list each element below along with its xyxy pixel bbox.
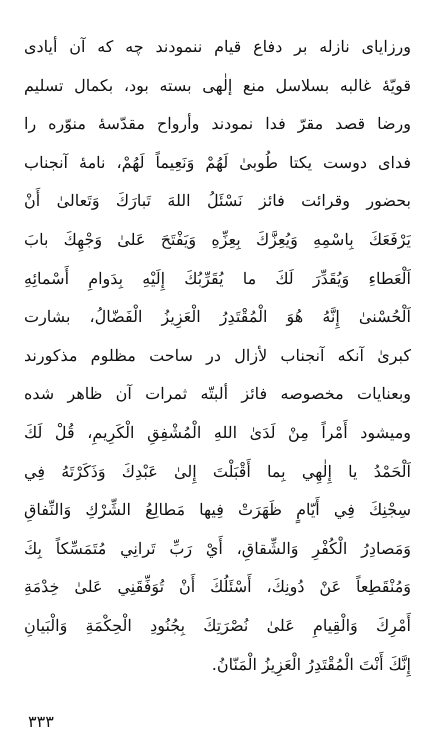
text-line: وَمَصادِرُ الْکُفْرِ وَالشِّقاقِ، أَيْ رَبِّ تَرانِي مُتَمَسِّکاً بِكَ (24, 538, 411, 558)
page-number: ٣٣٣ (28, 712, 54, 731)
text-line: سِجْنِكَ فِي أَیّامٍ ظَهَرَتْ فِیها مَطالِعُ الشِّرْكِ وَالنِّفاقِ (24, 500, 411, 520)
text-line: اَلْحَمْدُ یا إِلٰهِي بِما أَقْبَلْتَ إِلیٰ عَبْدِكَ وَذَکَرْتَهُ فِي (24, 461, 411, 481)
text-line: اَلْعَطاءِ وَیُقَدِّرَ لَكَ ما یُقَرِّبُكَ إِلَیْهِ بِدَوامِ أَسْمائِهِ (24, 268, 411, 288)
text-line: بحضور وقرائت فائز نَسْئَلُ اللهَ تَبارَكَ وَتَعالیٰ أَنْ (24, 191, 411, 211)
text-line: یَرْفَعَكَ بِاسْمِهِ وَیُعِزَّكَ بِعِزِّهِ وَیَفْتَحَ عَلیٰ وَجْهِكَ بابَ (24, 229, 411, 249)
text-line: وَمُنْقَطِعاً عَنْ دُونِكَ، أَسْئَلُكَ أَنْ تُوَفِّقَنِي عَلیٰ خِدْمَةِ (24, 577, 411, 597)
text-line: وبعنایات مخصوصه فائز ألبتّه ثمرات آن ظاهر شده (24, 384, 411, 404)
text-line: ورضا قصد مقرّ فدا نمودند وأرواح مقدّسهٔ منوّره را (24, 114, 411, 134)
text-line: کبریٰ آنکه آنجناب لأزال در ساحت مظلوم مذکورند (24, 345, 411, 365)
body-text (24, 28, 411, 684)
text-line: فدای دوست یکتا طُوبیٰ لَهُمْ وَنَعِیماً لَهُمْ، نامهٔ آنجناب (24, 152, 411, 172)
text-line: أَمْرِكَ وَالْقِیامِ عَلیٰ نُصْرَتِكَ بِجُنُودِ الْحِکْمَةِ وَالْبَیانِ (24, 615, 411, 635)
text-line: قویّهٔ غالبه بسلاسل منع إلٰهی بسته بود، بکمال تسلیم (24, 75, 411, 95)
text-line: اَلْحُسْنیٰ إِنَّهُ هُوَ الْمُقْتَدِرُ الْعَزِیزُ الْفَضّالُ، بشارت (24, 307, 411, 327)
text-line: إِنَّكَ أَنْتَ الْمُقْتَدِرُ الْعَزِیزُ الْمَنّانُ. (211, 654, 411, 674)
text-line: ومیشود أَمْراً مِنْ لَدَیٰ اللهِ الْمُشْفِقِ الْکَرِیمِ، قُلْ لَكَ (24, 422, 411, 442)
text-line: ورزایای نازله بر دفاع قیام ننمودند چه که آن أیادی (24, 37, 411, 56)
